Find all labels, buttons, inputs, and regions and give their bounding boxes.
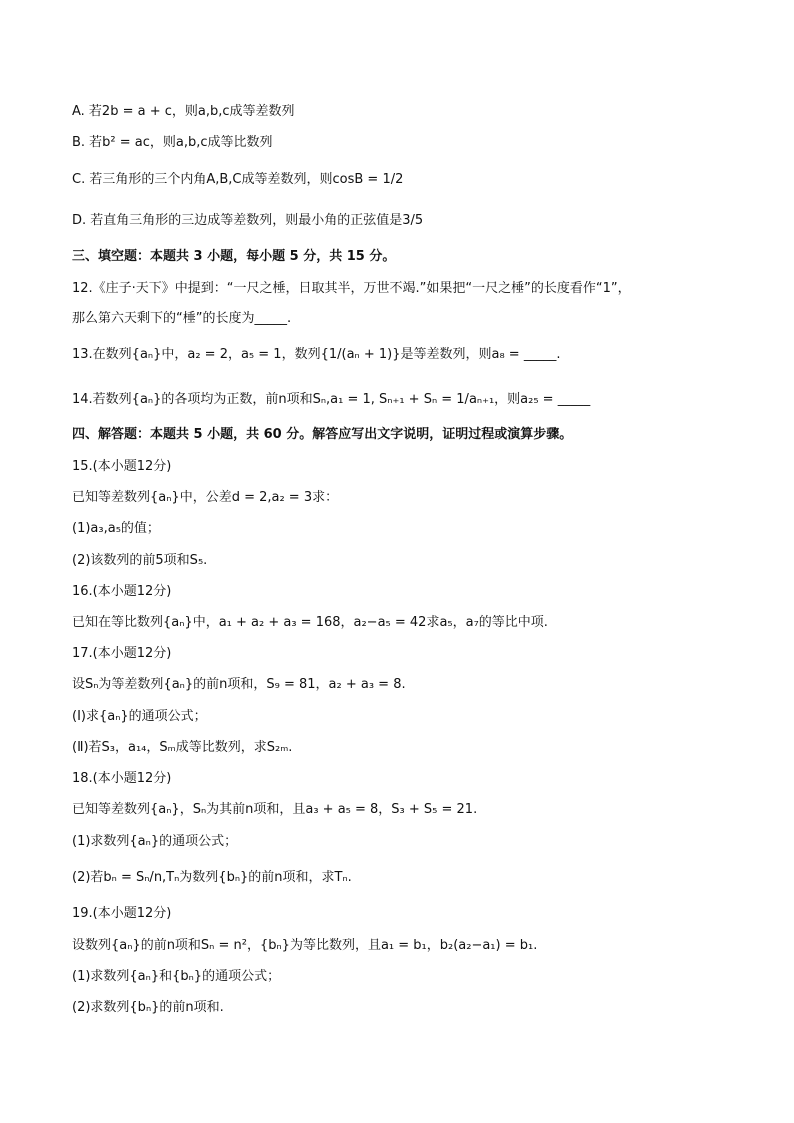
question-18-stem: 已知等差数列{aₙ}，Sₙ为其前n项和，且a₃ + a₅ = 8，S₃ + S₅ = 21. (72, 802, 478, 817)
question-15-stem: 已知等差数列{aₙ}中，公差d = 2,a₂ = 3求： (72, 490, 339, 505)
question-17-part-1: (Ⅰ)求{aₙ}的通项公式； (72, 709, 207, 724)
question-16-header: 16.(本小题12分) (72, 584, 172, 599)
question-14: 14.若数列{aₙ}的各项均为正数，前n项和Sₙ,a₁ = 1, Sₙ₊₁ + Sₙ = 1/aₙ₊₁，则a₂₅ = _____ (72, 392, 591, 407)
question-19-header: 19.(本小题12分) (72, 906, 172, 921)
question-18-header: 18.(本小题12分) (72, 771, 172, 786)
question-18-part-2: (2)若bₙ = Sₙ/n,Tₙ为数列{bₙ}的前n项和，求Tₙ. (72, 870, 352, 885)
question-12-line-1: 12.《庄子·天下》中提到：“一尺之棰，日取其半，万世不竭.”如果把“一尺之棰”的长度看作“1”， (72, 281, 631, 296)
option-c: C. 若三角形的三个内角A,B,C成等差数列，则cosB = 1/2 (72, 172, 404, 187)
option-d: D. 若直角三角形的三边成等差数列，则最小角的正弦值是3/5 (72, 213, 424, 228)
question-19-part-1: (1)求数列{aₙ}和{bₙ}的通项公式； (72, 969, 281, 984)
section-4-heading: 四、解答题：本题共 5 小题，共 60 分。解答应写出文字说明，证明过程或演算步骤。 (72, 427, 573, 442)
question-13: 13.在数列{aₙ}中，a₂ = 2，a₅ = 1，数列{1/(aₙ + 1)}是等差数列，则a₈ = _____. (72, 347, 561, 362)
question-17-header: 17.(本小题12分) (72, 646, 172, 661)
question-16-stem: 已知在等比数列{aₙ}中，a₁ + a₂ + a₃ = 168，a₂−a₅ = 42求a₅，a₇的等比中项. (72, 615, 548, 630)
question-19-stem: 设数列{aₙ}的前n项和Sₙ = n²，{bₙ}为等比数列，且a₁ = b₁，b₂(a₂−a₁) = b₁. (72, 938, 538, 953)
question-19-part-2: (2)求数列{bₙ}的前n项和. (72, 1000, 224, 1015)
section-3-heading: 三、填空题：本题共 3 小题，每小题 5 分，共 15 分。 (72, 249, 396, 264)
question-17-stem: 设Sₙ为等差数列{aₙ}的前n项和，S₉ = 81，a₂ + a₃ = 8. (72, 677, 406, 692)
option-b: B. 若b² = ac，则a,b,c成等比数列 (72, 135, 273, 150)
question-15-header: 15.(本小题12分) (72, 459, 172, 474)
question-15-part-2: (2)该数列的前5项和S₅. (72, 553, 208, 568)
question-15-part-1: (1)a₃,a₅的值； (72, 521, 160, 536)
question-18-part-1: (1)求数列{aₙ}的通项公式； (72, 834, 238, 849)
option-a: A. 若2b = a + c，则a,b,c成等差数列 (72, 104, 295, 119)
question-12-line-2: 那么第六天剩下的“棰”的长度为_____. (72, 311, 292, 326)
question-17-part-2: (Ⅱ)若S₃，a₁₄，Sₘ成等比数列，求S₂ₘ. (72, 740, 293, 755)
